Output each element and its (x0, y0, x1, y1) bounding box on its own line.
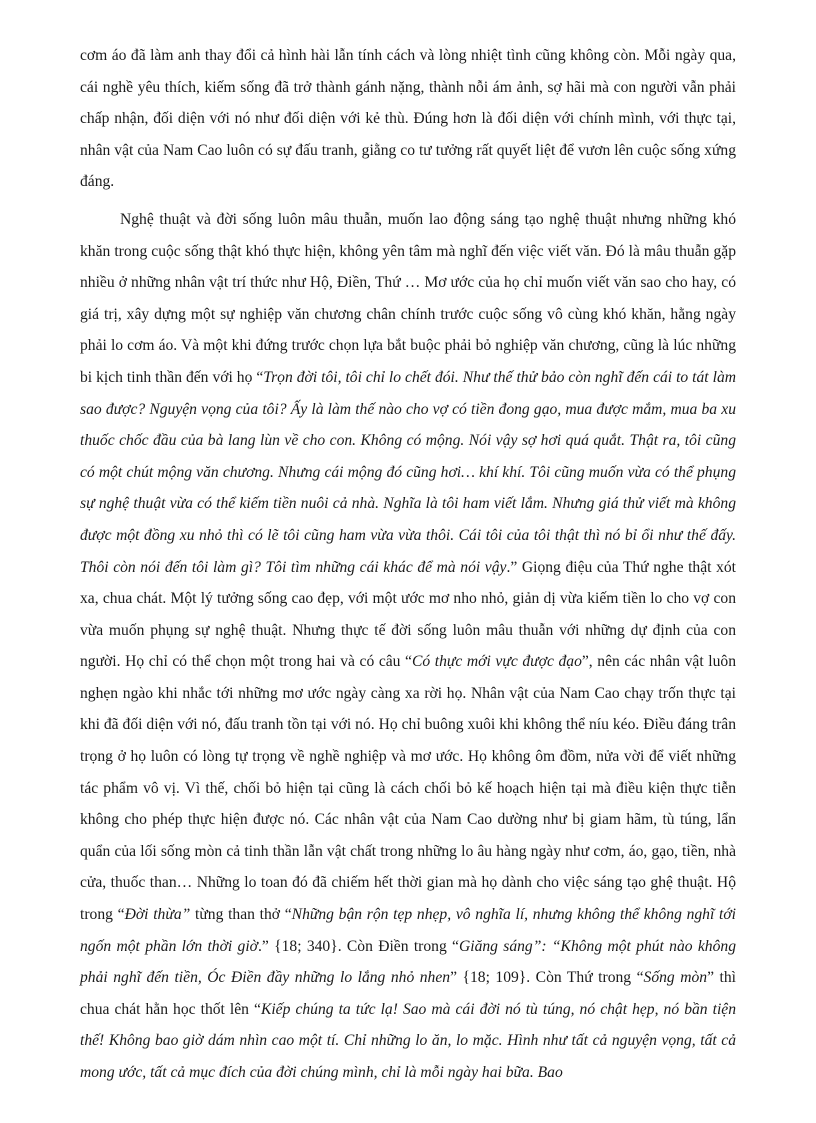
text-segment: từng than thở “ (190, 906, 292, 924)
paragraph (80, 204, 736, 1089)
italic-quote: Kiếp chúng ta tức lạ! Sao mà cái đời nó tù túng, nó chật hẹp, nó bần tiện thế! Không bao giờ dám nhìn cao một tí. Chỉ những lo ăn, lo mặc. Hình như tất cả nguyện vọng, tất cả mong ước, tất cả mục đích của đời chúng mình, chỉ là mỗi ngày hai bữa. Bao (80, 1000, 737, 1081)
text-segment: ”, nên các nhân vật luôn nghẹn ngào khi nhắc tới những mơ ước ngày càng xa rời họ. Nhân vật của Nam Cao chạy trốn thực tại khi đã đối diện với nó, đấu tranh tồn tại với nó. Họ chỉ buông xuôi khi không thể níu kéo. Điều đáng trân trọng ở họ luôn có lòng tự trọng về nghề nghiệp và mơ ước. Họ không ôm đồm, nửa vời để viết những tác phẩm vô vị. Vì thế, chối bỏ hiện tại cũng là cách chối bỏ kế hoạch hiện tại mà điều kiện thực tiễn không cho phép thực hiện được nó. Các nhân vật của Nam Cao dường như bị giam hãm, tù túng, lẩn quẩn của lối sống mòn cả tinh thần lẫn vật chất trong những lo âu hàng ngày như cơm, áo, gạo, tiền, nhà cửa, thuốc than… Những lo toan đó đã chiếm hết thời gian mà họ dành cho việc sáng tạo ghệ thuật. Hộ trong “ (80, 653, 736, 924)
italic-quote: Đời thừa” (124, 906, 191, 924)
italic-quote: Sống mòn (643, 969, 708, 987)
text-segment: cơm áo đã làm anh thay đổi cả hình hài lẫn tính cách và lòng nhiệt tình cũng không còn. Mỗi ngày qua, cái nghề yêu thích, kiếm sống đã trở thành gánh nặng, thành nỗi ám ảnh, sợ hãi mà con người vẫn phải chấp nhận, đối diện với nó như đối diện với kẻ thù. Đúng hơn là đối diện với chính mình, với thực tại, nhân vật của Nam Cao luôn có sự đấu tranh, giằng co tư tưởng rất quyết liệt để vươn lên cuộc sống xứng đáng. (80, 47, 736, 191)
italic-quote: Giăng sáng”: “Không một phút nào không phải nghĩ đến tiền, Óc Điền đầy những lo lắng nhỏ nhen (80, 937, 736, 987)
italic-quote: Có thực mới vực được đạo (411, 653, 582, 671)
text-segment: .” {18; 340}. Còn Điền trong “ (257, 937, 459, 955)
text-segment: .” Giọng điệu của Thứ nghe thật xót xa, chua chát. Một lý tưởng sống cao đẹp, với một ước mơ nho nhỏ, giản dị vừa kiếm tiền lo cho vợ con vừa muốn phụng sự nghệ thuật. Nhưng thực tế đời sống luôn mâu thuẫn với những dự định của con người. Họ chỉ có thể chọn một trong hai và có câu “ (80, 558, 736, 671)
text-segment: ” {18; 109}. Còn Thứ trong “ (450, 969, 644, 987)
text-segment: ” thì chua chát hằn học thốt lên “ (80, 969, 736, 1018)
document-page (80, 40, 736, 1089)
text-segment: Nghệ thuật và đời sống luôn mâu thuẫn, muốn lao động sáng tạo nghệ thuật nhưng những khó khăn trong cuộc sống thật khó thực hiện, không yên tâm mà nghĩ đến việc viết văn. Đó là mâu thuẫn gặp nhiều ở những nhân vật trí thức như Hộ, Điền, Thứ … Mơ ước của họ chỉ muốn viết văn sao cho hay, có giá trị, xây dựng một sự nghiệp văn chương chân chính trước cuộc sống vô cùng khó khăn, hằng ngày phải lo cơm áo. Và một khi đứng trước chọn lựa bắt buộc phải bỏ nghiệp văn chương, cũng là lúc những bi kịch tinh thần đến với họ “ (80, 210, 736, 386)
paragraph (80, 40, 736, 198)
italic-quote: Những bận rộn tẹp nhẹp, vô nghĩa lí, nhưng không thể không nghĩ tới ngốn một phần lớn thời giờ (80, 906, 736, 955)
italic-quote: Trọn đời tôi, tôi chỉ lo chết đói. Như thế thử bảo còn nghĩ đến cái to tát làm sao được? Nguyện vọng của tôi? Ấy là làm thế nào cho vợ có tiền đong gạo, mua được mắm, mua ba xu thuốc chốc đầu của bà lang lùn về cho con. Không có mộng. Nói vậy sợ hơi quá quắt. Thật ra, tôi cũng có một chút mộng văn chương. Nhưng cái mộng đó cũng hơi… khí khí. Tôi cũng muốn vừa có thể phụng sự nghệ thuật vừa có thể kiếm tiền nuôi cả nhà. Nghĩa là tôi ham viết lắm. Nhưng giá thử viết mà không được một đồng xu nhỏ thì có lẽ tôi cũng ham vừa vừa thôi. Cái tôi của tôi thật thì nó bỉ ổi như thế đấy. Thôi còn nói đến tôi làm gì? Tôi tìm những cái khác để mà nói vậy (80, 368, 737, 576)
